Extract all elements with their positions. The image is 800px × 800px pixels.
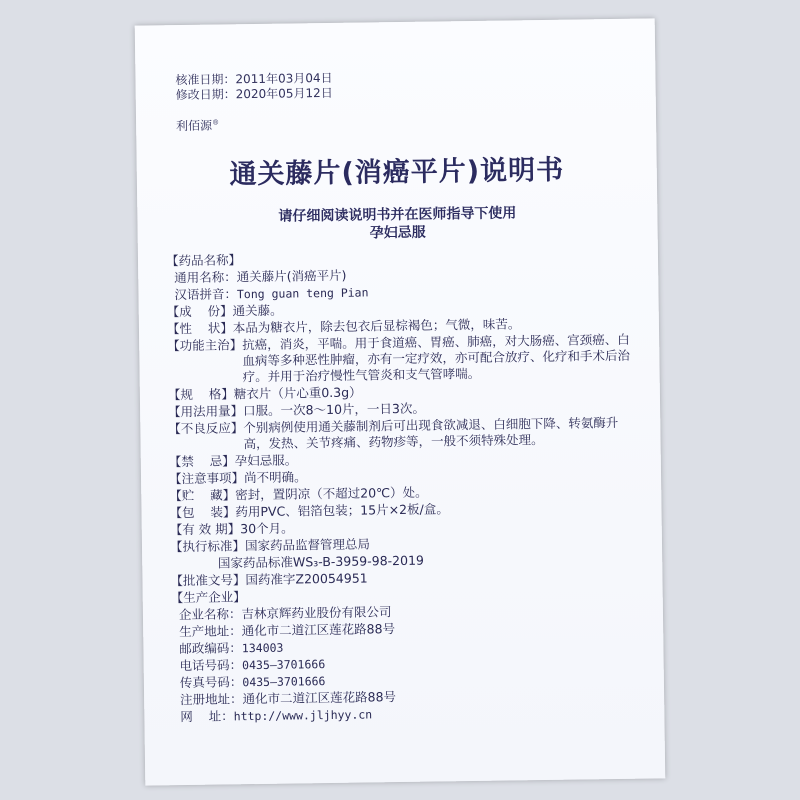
info-value: 国药准字Z20054951 [245,570,368,588]
pregnancy-warning: 孕妇忌服 [369,224,426,242]
info-value: 药用PVC、铝箔包装；15片×2板/盒。 [235,501,449,520]
info-label: 【有 效 期】 [169,521,241,538]
info-value: 密封，置阴凉（不超过20℃）处。 [235,484,428,503]
info-value: 通化市二道江区莲花路88号 [242,689,397,707]
info-value: 尚不明确。 [243,469,307,486]
info-value: 口服。一次8～10片，一日3次。 [243,400,426,419]
info-label: 【贮 藏】 [169,487,236,504]
info-label: 电话号码： [171,657,243,674]
brand-name [176,116,219,134]
info-label: 传真号码： [171,674,243,691]
info-value: 通关藤。 [232,302,283,319]
info-label: 汉语拼音： [166,286,238,303]
approval-date: 核准日期：2011年03月04日 [175,70,333,88]
info-label: 【生产企业】 [170,589,246,606]
info-label: 【成 份】 [166,303,233,320]
info-value: 孕妇忌服。 [234,452,298,469]
info-label: 通用名称： [166,269,237,286]
usage-notice: 请仔细阅读说明书并在医师指导下使用 [278,205,517,225]
info-label: 【禁 忌】 [168,453,235,470]
registered-mark: ® [212,118,220,127]
info-value: 个别病例使用通关藤制剂后可出现食欲减退、白细胞下降、转氨酶升高，发热、关节疼痛、药物疹等，一般不须特殊处理。 [243,414,619,452]
info-value: 通关藤片(消癌平片) [236,267,347,285]
document-title: 通关藤片(消癌平片)说明书 [229,154,565,191]
revision-date: 修改日期：2020年05月12日 [175,85,333,103]
info-label: 【执行标准】 [169,538,246,555]
info-label: 【规 格】 [167,386,234,403]
info-value: 国家药品监督管理总局 [244,536,371,554]
info-label: 【功能主治】 [167,337,243,354]
info-label: 【包 装】 [169,504,236,521]
info-label [170,556,218,573]
info-row [168,415,638,454]
info-label: 【注意事项】 [168,470,245,487]
info-value: 0435—3701666 [242,674,326,690]
info-value: 0435—3701666 [242,657,326,673]
info-label: 企业名称： [170,606,242,623]
info-value: 本品为糖衣片，除去包衣后显棕褐色；气微，味苦。 [232,316,521,336]
info-label: 【批准文号】 [170,572,246,589]
info-value: 吉林京辉药业股份有限公司 [241,604,392,622]
info-value: 30个月。 [240,520,294,537]
info-label: 【不良反应】 [168,420,244,437]
drug-info-list [166,247,643,727]
info-value: Tong guan teng Pian [236,285,369,302]
leaflet-paper [135,18,666,785]
info-row [167,332,638,387]
info-label: 【性 状】 [166,320,233,337]
info-value: 抗癌，消炎，平喘。用于食道癌、胃癌、肺癌，对大肠癌、宫颈癌、白血病等多种恶性肿瘤，亦有一定疗效，亦可配合放疗、化疗和手术后治疗。并用于治疗慢性气管炎和支气管哮喘。 [242,331,631,385]
info-label: 生产地址： [171,623,242,640]
info-label: 网 址： [172,708,234,725]
info-value: http://www.jljhyy.cn [233,707,373,724]
info-value: 国家药品标准WS₃-B-3959-98-2019 [217,552,425,571]
info-label: 注册地址： [172,691,243,708]
info-value: 糖衣片（片心重0.3g） [233,384,362,402]
info-value: 通化市二道江区莲花路88号 [241,621,396,639]
info-value: 134003 [241,640,284,656]
info-label: 邮政编码： [171,640,242,657]
brand-text: 利佰源 [176,118,213,134]
info-label: 【药品名称】 [165,252,242,269]
info-label: 【用法用量】 [168,403,244,420]
